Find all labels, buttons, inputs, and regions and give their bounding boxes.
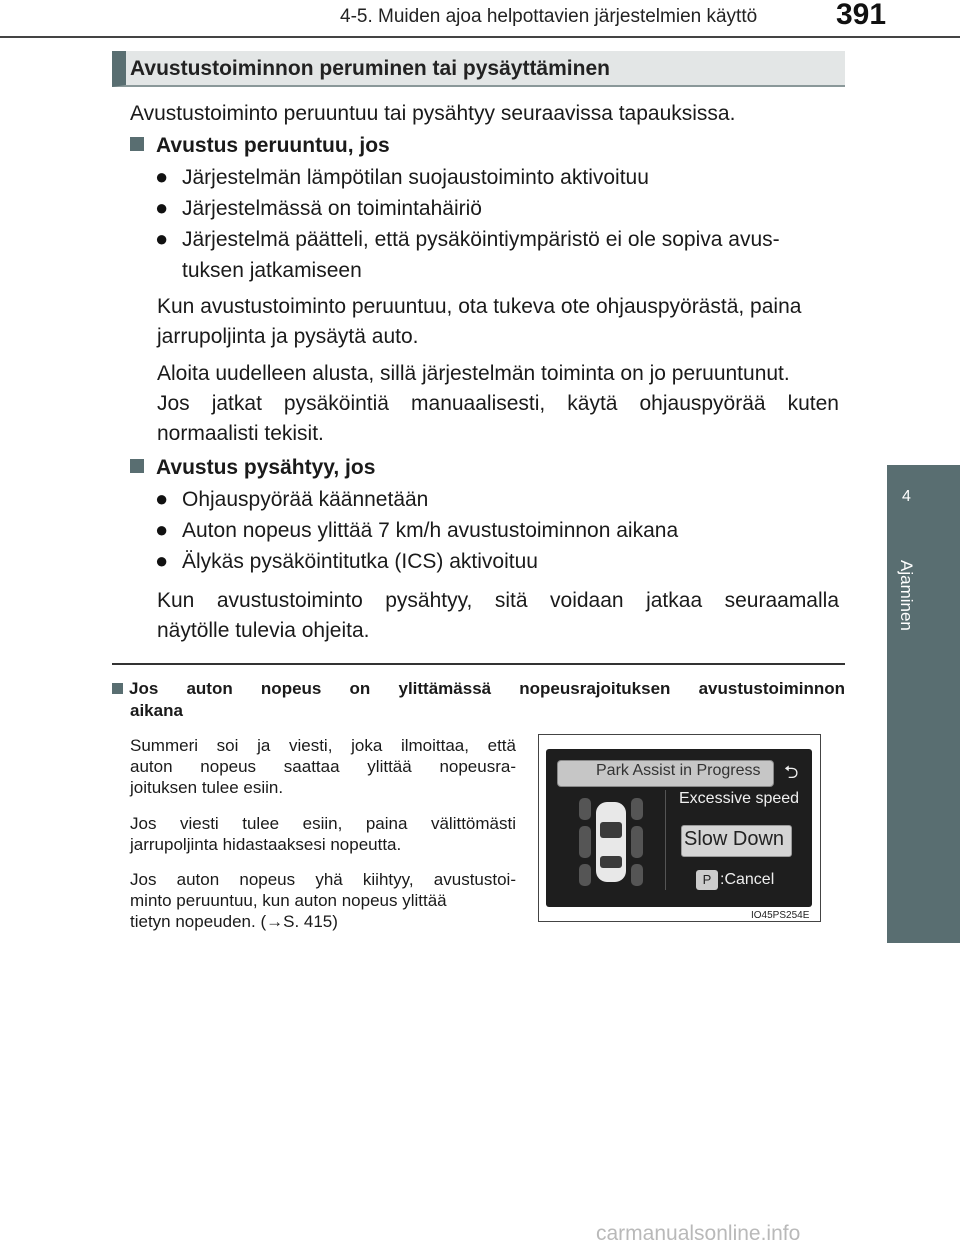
- cancel-hint: :Cancel: [720, 871, 775, 888]
- side-tab-number: 4: [902, 488, 911, 505]
- note-heading-line1: [112, 678, 845, 699]
- return-arrow-icon[interactable]: ⮌: [784, 762, 799, 782]
- stopped-para-line1: Kun avustustoiminto pysähtyy, sitä voidaan jatkaa seuraamalla: [157, 589, 839, 612]
- square-bullet-icon: [130, 137, 144, 151]
- side-tab-number-box: [887, 465, 960, 543]
- stopped-heading-text: Avustus pysähtyy, jos: [156, 456, 376, 479]
- square-bullet-icon: [130, 459, 144, 473]
- note-p1-line2: auton nopeus saattaa ylittää nopeusra-: [130, 757, 516, 776]
- stopped-para-line2: näytölle tulevia ohjeita.: [157, 619, 370, 642]
- note-p1-line3: joituksen tulee esiin.: [130, 778, 284, 797]
- excessive-speed-message: Excessive speed: [679, 790, 800, 807]
- car-windshield: [600, 822, 622, 838]
- bullet-dot-icon: ●: [155, 195, 169, 220]
- square-bullet-icon: [112, 683, 123, 694]
- sensor-side-left: [579, 826, 591, 858]
- watermark: carmanualsonline.info: [596, 1222, 801, 1245]
- note-divider: [112, 663, 845, 665]
- bullet-dot-icon: ●: [155, 548, 169, 573]
- note-p3-line1: Jos auton nopeus yhä kiihtyy, avustustoi-: [130, 870, 516, 889]
- note-p1-line1: Summeri soi ja viesti, joka ilmoittaa, että: [130, 736, 516, 755]
- car-top-view-icon: [576, 792, 646, 892]
- status-banner-text: Park Assist in Progress: [596, 762, 761, 779]
- screen-divider: [665, 790, 666, 890]
- stopped-heading: [130, 453, 375, 483]
- chapter-title: 4-5. Muiden ajoa helpottavien järjestelmien käyttö: [340, 6, 758, 27]
- parking-switch-icon: P: [696, 870, 718, 890]
- cancelled-para1-line1: Kun avustustoiminto peruuntuu, ota tukeva ote ohjauspyörästä, paina: [157, 295, 802, 318]
- bullet-dot-icon: ●: [155, 226, 169, 251]
- note-p2-line1: Jos viesti tulee esiin, paina välittömästi: [130, 814, 516, 833]
- note-heading-text: Jos auton nopeus on ylittämässä nopeusrajoituksen avustustoiminnon: [129, 679, 845, 698]
- page-number: 391: [836, 0, 887, 31]
- bullet-dot-icon: ●: [155, 164, 169, 189]
- cancelled-heading: [130, 131, 390, 161]
- cancelled-para2-line1: Aloita uudelleen alusta, sillä järjestelmän toiminta on jo peruuntunut.: [157, 362, 790, 385]
- stopped-item-1: Ohjauspyörää käännetään: [182, 488, 429, 511]
- cancelled-item-1: Järjestelmän lämpötilan suojaustoiminto aktivoituu: [182, 166, 649, 189]
- slow-down-button-label: Slow Down: [684, 828, 785, 850]
- cancelled-item-2: Järjestelmässä on toimintahäiriö: [182, 197, 482, 220]
- sensor-front-left: [579, 798, 591, 820]
- sensor-side-right: [631, 826, 643, 858]
- bullet-dot-icon: ●: [155, 486, 169, 511]
- cancelled-item-3: Järjestelmä päätteli, että pysäköintiympäristö ei ole sopiva avus-: [182, 228, 780, 251]
- stopped-item-2: Auton nopeus ylittää 7 km/h avustustoiminnon aikana: [182, 519, 679, 542]
- figure-code: IO45PS254E: [751, 910, 810, 921]
- cancelled-para2-line3: normaalisti tekisit.: [157, 422, 324, 445]
- section-title: Avustustoiminnon peruminen tai pysäyttäminen: [130, 57, 610, 80]
- side-tab-label: Ajaminen: [897, 560, 916, 631]
- note-p2-line2: jarrupoljinta hidastaaksesi nopeutta.: [130, 835, 402, 854]
- cancelled-heading-text: Avustus peruuntuu, jos: [156, 134, 390, 157]
- car-body: [596, 802, 626, 882]
- sensor-rear-right: [631, 864, 643, 886]
- header-rule: [0, 36, 960, 38]
- sensor-front-right: [631, 798, 643, 820]
- note-p3-line3: tietyn nopeuden. (→S. 415): [130, 912, 338, 931]
- cancelled-para1-line2: jarrupoljinta ja pysäytä auto.: [157, 325, 419, 348]
- cancelled-item-3-cont: tuksen jatkamiseen: [182, 259, 362, 282]
- note-heading-line2: aikana: [130, 701, 183, 720]
- sensor-rear-left: [579, 864, 591, 886]
- stopped-item-3: Älykäs pysäköintitutka (ICS) aktivoituu: [182, 550, 538, 573]
- cancelled-para2-line2: Jos jatkat pysäköintiä manuaalisesti, käytä ohjauspyörää kuten: [157, 392, 839, 415]
- car-rear-window: [600, 856, 622, 868]
- bullet-dot-icon: ●: [155, 517, 169, 542]
- note-p3-line2: minto peruuntuu, kun auton nopeus ylittää: [130, 891, 447, 910]
- section-intro: Avustustoiminto peruuntuu tai pysähtyy seuraavissa tapauksissa.: [130, 102, 736, 125]
